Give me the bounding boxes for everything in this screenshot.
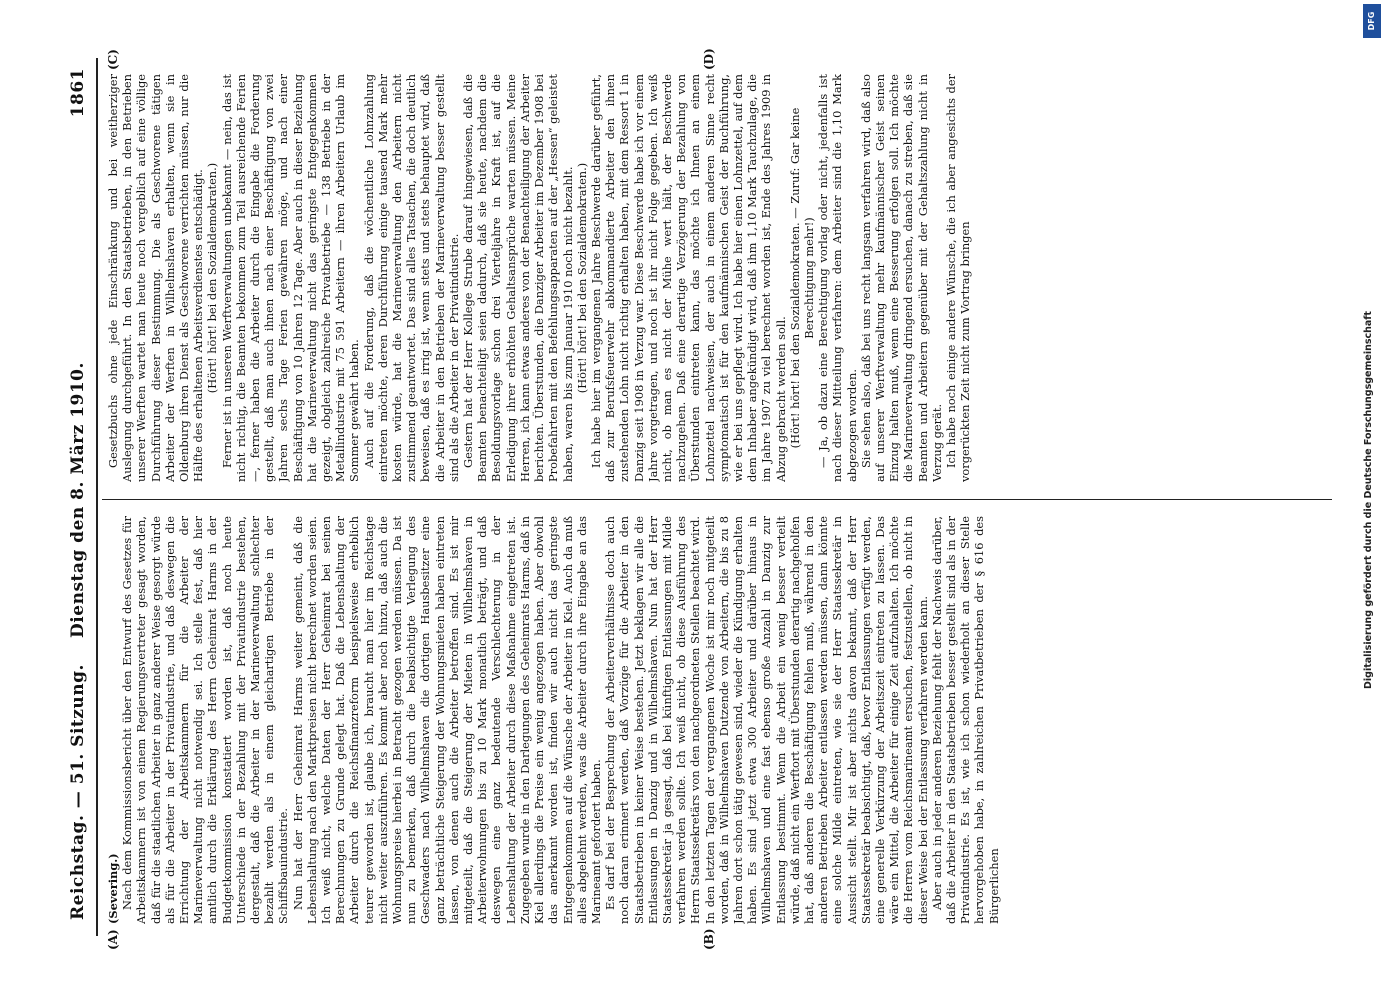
- paragraph: — Ja, ob dazu eine Berechtigung vorlag oder nicht, jedenfalls ist nach dieser Mitteilung verfahren: dem Arbeiter sind die 1,10 Mark abgezogen worden.: [816, 74, 859, 482]
- paragraph: Ferner ist in unseren Werftverwaltungen unbekannt — nein, das ist nicht richtig, die Beamten bekommen zum Teil ausreichende Ferien —, ferner haben die Arbeiter durch die Eingabe die Forderung gestellt, daß man auch ihnen nach einer Beschäftigung von zwei Jahren sechs Tage Ferien gewähren möge, und nach einer Beschäftigung von 10 Jahren 12 Tage. Aber auch in dieser Beziehung hat die Marineverwaltung nicht das geringste Entgegenkommen gezeigt, obgleich zahlreiche Privatbetriebe — 138 Betriebe in der Metallindustrie mit 75 591 Arbeitern — ihren Arbeitern Urlaub im Sommer gewährt haben.: [219, 74, 362, 482]
- paragraph: Gestern hat der Herr Kollege Strube darauf hingewiesen, daß die Beamten benachteiligt seien dadurch, daß sie heute, nachdem die Besoldungsvorlage schon drei Vierteljahre in Kraft ist, auf die Erledigung ihrer erhöhten Gehaltsansprüche warten müssen. Meine Herren, ich kann etwas anderes von der Benachteiligung der Arbeiter berichten. Überstunden, die Danziger Arbeiter im Dezember 1908 bei Probefahrten mit den Befehlungsapparaten auf der „Hessen“ geleistet haben, waren bis zum Januar 1910 noch nicht bezahlt.: [461, 74, 575, 482]
- paragraph: Ich habe hier im vergangenen Jahre Beschwerde darüber geführt, daß zur Berufsfeuerwehr abkommandierte Arbeiter den ihnen zustehenden Lohn nicht richtig erhalten haben, mit dem Ressort 1 in Danzig seit 1908 in Verzug war. Diese Beschwerde habe ich vor einem Jahre vorgetragen, und noch ist ihr nicht Folge gegeben. Ich weiß nicht, ob man es nicht der Mühe wert hält, der Beschwerde nachzugehen. Daß eine derartige Verzögerung der Bezahlung von Überstunden eintreten kann, das möchte ich Ihnen an einem Lohnzettel nachweisen, der auch in einem anderen Sinne recht symptomatisch ist für den kaufmännischen Geist der Buchführung, wie er bei uns gepflegt wird. Ich habe hier einen Lohnzettel, auf dem dem Inhaber angekündigt wird, daß ihm 1,10 Mark Tauchzulage, die im Jahre 1907 zu viel berechnet worden ist, Ende des Jahres 1909 in Abzug gebracht werden soll.: [588, 74, 788, 482]
- page-header: [62, 40, 96, 960]
- left-column: [106, 516, 1326, 924]
- paragraph: Nun hat der Herr Geheimrat Harms weiter gemeint, daß die Lebenshaltung nach den Marktpreisen nicht berechnet worden seien. Ich weiß nicht, welche Daten der Herr Geheimrat bei seinen Berechnungen zu Grunde gelegt hat. Daß die Lebenshaltung der Arbeiter durch die Reichsfinanzreform beispielsweise erheblich teurer geworden ist, glaube ich, braucht man hier im Reichstage nicht weiter auszuführen. Es kommt aber noch hinzu, daß auch die Wohnungspreise hierbei in Betracht gezogen werden müssen. Da ist nun zu bemerken, daß durch die beabsichtigte Verlegung des Geschwaders nach Wilhelmshaven die dortigen Hausbesitzer eine ganz beträchtliche Steigerung der Wohnungsmieten haben eintreten lassen, von denen auch die Arbeiter betroffen sind. Es ist mir mitgeteilt, daß die Steigerung der Mieten in Wilhelmshaven in Arbeiterwohnungen bis zu 10 Mark monatlich beträgt, und daß deswegen eine ganz bedeutende Verschlechterung in der Lebenshaltung der Arbeiter durch diese Maßnahme eingetreten ist. Zugegeben wurde in den Darlegungen des Geheimrats Harms, daß in Kiel allerdings die Preise ein wenig angezogen haben. Aber obwohl das anerkannt worden ist, finden wir auch nicht das geringste Entgegenkommen auf die Wünsche der Arbeiter in Kiel. Auch da muß alles abgelehnt werden, was die Arbeiter durch ihre Eingabe an das Marineamt gefordert haben.: [290, 516, 603, 924]
- interjection: (Hört! hört! bei den Sozialdemokraten.): [574, 162, 589, 394]
- paragraph: Sie sehen also, daß bei uns recht langsam verfahren wird, daß also auf unserer Werftverwaltung mehr kaufmännischer Geist seinen Einzug halten muß, wenn eine Besserung erfolgen soll. Ich möchte die Marineverwaltung dringend ersuchen, danach zu streben, daß sie Beamten und Arbeitern gegenüber mit der Gehaltszahlung nicht in Verzug gerät.: [858, 74, 944, 482]
- margin-mark-d: (D): [702, 48, 716, 70]
- paragraph: Nach dem Kommissionsbericht über den Entwurf des Gesetzes für Arbeitskammern ist von einem Regierungsvertreter gesagt worden, daß für die staatlichen Arbeiter in ganz anderer Weise gesorgt würde als für die Arbeiter in der Privatindustrie, und daß deswegen die Errichtung der Arbeitskammern für die Arbeiter der Marineverwaltung nicht notwendig sei. Ich stelle fest, daß hier amtlich durch die Erklärung des Herrn Geheimrat Harms in der Budgetkommission konstatiert worden ist, daß noch heute Unterschiede in der Bezahlung mit der Privatindustrie bestehen, dergestalt, daß die Arbeiter in der Marineverwaltung schlechter bezahlt werden als in einem gleichartigen Betriebe in der Schiffsbauindustrie.: [120, 516, 291, 924]
- rotated-page: [62, 40, 1352, 960]
- speaker-label: (Severing.): [106, 853, 120, 924]
- header-date: Dienstag den 8. März 1910.: [68, 362, 88, 638]
- paragraph: Gesetzbuchs ohne jede Einschränkung und bei weitherziger Auslegung durchgeführt. In den Staatsbetrieben, in den Betrieben unserer Werften wartet man heute noch vergeblich auf eine völlige Durchführung dieser Bestimmung. Die als Geschworene tätigen Arbeiter der Werften in Wilhelmshaven erhalten, wenn sie in Oldenburg ihren Dienst als Geschworene verrichten müssen, nur die Hälfte des erhaltenen Arbeitsverdienstes entschädigt.: [106, 74, 206, 482]
- paragraph: Ich habe noch einige andere Wünsche, die ich aber angesichts der vorgerückten Zeit nicht zum Vortrag bringen: [943, 74, 973, 482]
- interjection: (Hört! hört! bei den Sozialdemokraten. — Zuruf: Gar keine Berechtigung mehr!): [787, 107, 816, 449]
- header-rule: [96, 58, 98, 936]
- paragraph: Es darf bei der Besprechung der Arbeiterverhältnisse doch auch noch daran erinnert werden, daß Vorzüge für die Arbeiter in den Staatsbetrieben in keiner Weise bestehen. Jetzt beklagen wir alle die Entlassungen in Danzig und in Wilhelmshaven. Nun hat der Herr Staatssekretär ja gesagt, daß bei künftigen Entlassungen mit Milde verfahren werden sollte. Ich weiß nicht, ob diese Ausführung des Herrn Staatssekretärs von den nachgeordneten Stellen beachtet wird. In den letzten Tagen der vergangenen Woche ist mir noch mitgeteilt worden, daß in Wilhelmshaven Dutzende von Arbeitern, die bis zu 8 Jahren dort schon tätig gewesen sind, wieder die Kündigung erhalten haben. Es sind jetzt etwa 300 Arbeiter und darüber hinaus in Wilhelmshaven und eine fast ebenso große Anzahl in Danzig zur Entlassung bestimmt. Wenn die Arbeit ein wenig besser verteilt würde, daß nicht ein Werftort mit Überstunden derartig nachgeholfen hat, daß anderen die Beschäftigung fehlen muß, während in den anderen Betrieben Arbeiter entlassen werden müssen, dann könnte eine solche Milde eintreten, wie sie der Herr Staatssekretär in Aussicht stellt. Mir ist aber nichts davon bekannt, daß der Herr Staatssekretär beabsichtigt, daß, bevor Entlassungen verfügt werden, eine generelle Verkürzung der Arbeitszeit eintreten zu lassen. Das wäre ein Mittel, die Arbeiter für einige Zeit aufzuhalten. Ich möchte die Herren vom Reichsmarineamt ersuchen, festzustellen, ob nicht in dieser Weise bei der Entlassung verfahren werden kann.: [603, 516, 930, 924]
- column-divider: [102, 499, 1332, 500]
- margin-mark-a: (A): [106, 929, 120, 950]
- digitization-note-text: Digitalisierung gefördert durch die Deutsche Forschungsgemeinschaft: [1363, 311, 1374, 689]
- digitization-note: [1363, 10, 1377, 990]
- page-number: 1861: [68, 68, 88, 118]
- logo-text: DFG: [1367, 11, 1376, 31]
- paragraph: Auch auf die Forderung, daß die wöchentliche Lohnzahlung eintreten möchte, deren Durchführung einige tausend Mark mehr kosten würde, hat die Marineverwaltung den Arbeitern nicht zustimmend geantwortet. Das sind alles Tatsachen, die doch deutlich beweisen, daß es irrig ist, wenn stets und stets behauptet wird, daß die Arbeiter in den Betrieben der Marineverwaltung besser gestellt sind als die Arbeiter in der Privatindustrie.: [361, 74, 461, 482]
- right-column: [106, 74, 1326, 482]
- paragraph: Aber auch in jeder anderen Beziehung fehlt der Nachweis darüber, daß die Arbeiter in den Staatsbetrieben besser gestellt sind als in der Privatindustrie. Es ist, wie ich schon wiederholt an dieser Stelle hervorgehoben habe, in zahlreichen Privatbetrieben der § 616 des Bürgerlichen: [929, 516, 1001, 924]
- header-session: Reichstag. — 51. Sitzung.: [68, 664, 88, 920]
- interjection: (Hört! hört! bei den Sozialdemokraten.): [205, 162, 220, 394]
- margin-mark-c: (C): [106, 49, 120, 70]
- margin-mark-b: (B): [702, 928, 716, 950]
